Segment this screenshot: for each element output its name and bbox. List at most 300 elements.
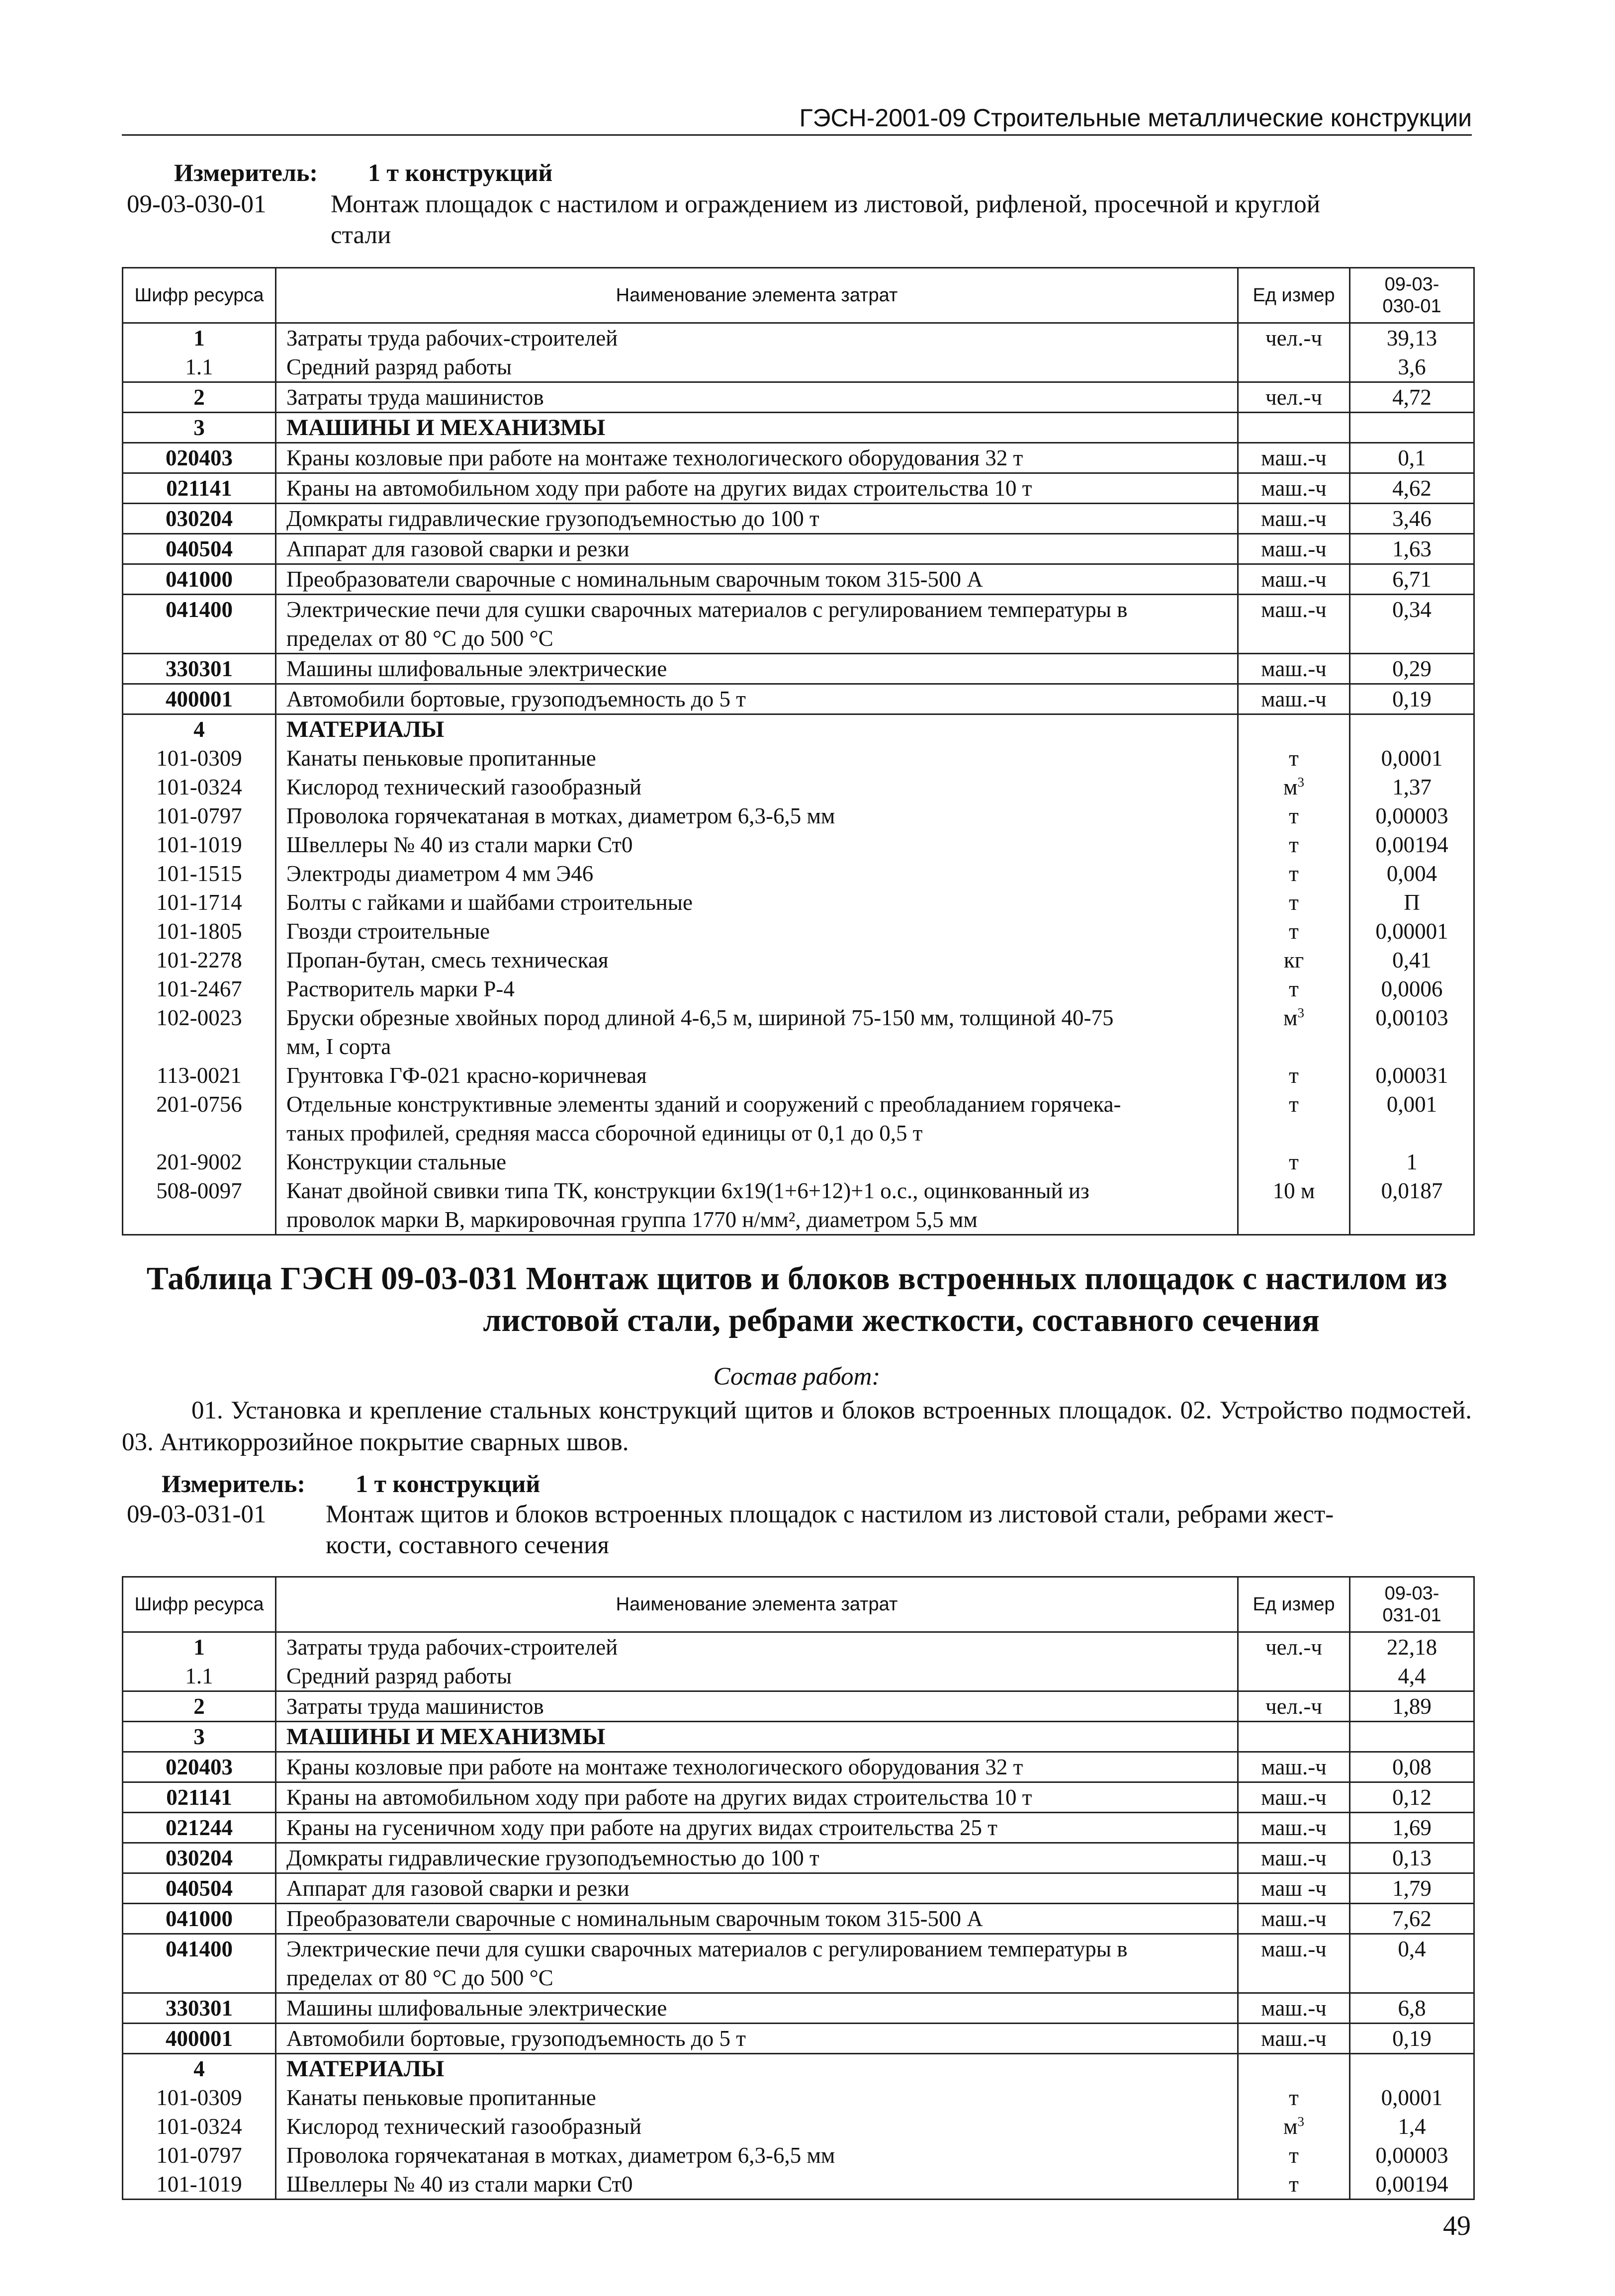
norm-title-line: Монтаж площадок с настилом и ограждением из листовой, рифленой, просечной и круглой — [331, 190, 1321, 218]
resource-name — [276, 946, 1238, 974]
resource-name — [276, 1782, 1238, 1813]
unit — [1238, 1176, 1350, 1235]
table-row — [123, 595, 1474, 654]
resource-name — [276, 564, 1238, 595]
unit — [1238, 1993, 1350, 2024]
unit — [1238, 2024, 1350, 2054]
unit-text: маш.-ч — [1261, 1996, 1327, 2021]
unit — [1238, 917, 1350, 946]
measure-line-2 — [162, 1469, 540, 1498]
norm-value — [1350, 714, 1474, 744]
table-row — [123, 353, 1474, 382]
norm-value: 0,0187 — [1350, 1176, 1474, 1235]
resource-name — [276, 1176, 1238, 1235]
table-row — [123, 744, 1474, 773]
unit-text: маш.-ч — [1261, 1815, 1327, 1840]
unit — [1238, 1813, 1350, 1843]
resource-name — [276, 1691, 1238, 1722]
resource-name-line: Отдельные конструктивные элементы зданий и сооружений с преобладанием горячека- — [286, 1092, 1121, 1117]
norm-title-line: Монтаж щитов и блоков встроенных площадок с настилом из листовой стали, ребрами жест- — [326, 1501, 1334, 1528]
resource-name — [276, 1090, 1238, 1148]
unit — [1238, 1782, 1350, 1813]
norm-value: 0,00003 — [1350, 2141, 1474, 2170]
resource-name-line: Краны на гусеничном ходу при работе на других видах строительства 25 т — [286, 1815, 997, 1840]
table-row — [123, 2024, 1474, 2054]
unit — [1238, 714, 1350, 744]
resource-name-line: Автомобили бортовые, грузоподъемность до 5 т — [286, 2026, 746, 2051]
norm-value: 0,41 — [1350, 946, 1474, 974]
resource-name-line: Болты с гайками и шайбами строительные — [286, 890, 693, 915]
norm-value: 0,34 — [1350, 595, 1474, 654]
resource-table-2 — [122, 1576, 1475, 2200]
unit-text: маш.-ч — [1261, 1937, 1327, 1961]
resource-name — [276, 1752, 1238, 1782]
resource-name — [276, 859, 1238, 888]
unit-text: кг — [1283, 948, 1304, 972]
resource-code: 330301 — [123, 654, 276, 684]
norm-value: 1,89 — [1350, 1691, 1474, 1722]
norm-value: 0,00001 — [1350, 917, 1474, 946]
resource-code: 113-0021 — [123, 1061, 276, 1090]
page-number: 49 — [1443, 2210, 1471, 2241]
table-row — [123, 917, 1474, 946]
resource-name — [276, 2024, 1238, 2054]
norm-value: 0,0006 — [1350, 974, 1474, 1003]
resource-code: 508-0097 — [123, 1176, 276, 1235]
unit — [1238, 1003, 1350, 1061]
unit-text: т — [1289, 861, 1299, 886]
resource-name-line: Домкраты гидравлические грузоподъемностью до 100 т — [286, 1846, 819, 1870]
resource-code: 3 — [123, 1722, 276, 1752]
resource-name — [276, 744, 1238, 773]
unit-text: чел.-ч — [1265, 1635, 1322, 1660]
resource-code: 101-1515 — [123, 859, 276, 888]
unit-text: чел.-ч — [1265, 326, 1322, 351]
unit-text: т — [1289, 976, 1299, 1001]
norm-value: 0,001 — [1350, 1090, 1474, 1148]
resource-name — [276, 1148, 1238, 1176]
resource-name-line: Грунтовка ГФ-021 красно-коричневая — [286, 1063, 647, 1088]
resource-name-line: Аппарат для газовой сварки и резки — [286, 536, 629, 561]
section-heading — [276, 1722, 1238, 1752]
unit-text: маш.-ч — [1261, 445, 1327, 470]
resource-code: 101-0797 — [123, 801, 276, 830]
resource-code: 040504 — [123, 534, 276, 564]
resource-code: 021141 — [123, 473, 276, 504]
resource-name-line: Электроды диаметром 4 мм Э46 — [286, 861, 594, 886]
resource-name — [276, 1934, 1238, 1993]
table-row — [123, 801, 1474, 830]
resource-name — [276, 830, 1238, 859]
resource-code: 101-1714 — [123, 888, 276, 917]
unit — [1238, 2083, 1350, 2112]
resource-name-line: Пропан-бутан, смесь техническая — [286, 948, 609, 972]
resource-name-line: Электрические печи для сушки сварочных материалов с регулированием температуры в — [286, 1937, 1128, 1961]
unit-exponent: 3 — [1297, 1005, 1304, 1020]
resource-name — [276, 323, 1238, 353]
unit-text: т — [1289, 2085, 1299, 2110]
resource-name — [276, 1873, 1238, 1904]
resource-name-line: Затраты труда машинистов — [286, 1694, 544, 1719]
resource-code: 030204 — [123, 504, 276, 534]
resource-name-line: Средний разряд работы — [286, 1664, 512, 1688]
resource-name — [276, 1813, 1238, 1843]
measure-label: Измеритель: — [174, 159, 318, 186]
resource-name-line: Краны козловые при работе на монтаже технологического оборудования 32 т — [286, 1755, 1023, 1779]
resource-name-line: Затраты труда машинистов — [286, 385, 544, 410]
resource-code: 201-0756 — [123, 1090, 276, 1148]
resource-name — [276, 1632, 1238, 1662]
unit-text: чел.-ч — [1265, 1694, 1322, 1719]
unit-text: маш -ч — [1261, 1876, 1327, 1901]
work-composition-label: Состав работ: — [713, 1363, 881, 1391]
resource-code: 2 — [123, 1691, 276, 1722]
resource-code: 400001 — [123, 684, 276, 714]
norm-value — [1350, 1722, 1474, 1752]
resource-name — [276, 1662, 1238, 1691]
resource-code: 4 — [123, 714, 276, 744]
section-heading — [276, 714, 1238, 744]
resource-name-line: Бруски обрезные хвойных пород длиной 4-6,5 м, шириной 75-150 мм, толщиной 40-75 — [286, 1005, 1114, 1030]
table-row — [123, 1090, 1474, 1148]
table-row — [123, 504, 1474, 534]
unit — [1238, 595, 1350, 654]
table-row — [123, 1176, 1474, 1235]
resource-code: 020403 — [123, 1752, 276, 1782]
table-row — [123, 2083, 1474, 2112]
measure-line-1 — [174, 158, 552, 187]
unit-text: маш.-ч — [1261, 536, 1327, 561]
norm-value — [1350, 413, 1474, 443]
unit — [1238, 773, 1350, 801]
norm-value — [1350, 2054, 1474, 2084]
unit — [1238, 534, 1350, 564]
resource-name-line: МАШИНЫ И МЕХАНИЗМЫ — [286, 1724, 606, 1750]
table-row — [123, 2054, 1474, 2084]
col-header-norm: 09-03- 031-01 — [1350, 1577, 1474, 1632]
resource-code: 040504 — [123, 1873, 276, 1904]
resource-name-line: Краны на автомобильном ходу при работе на других видах строительства 10 т — [286, 1785, 1032, 1810]
resource-name-line: Средний разряд работы — [286, 354, 512, 379]
resource-name-line: Домкраты гидравлические грузоподъемностью до 100 т — [286, 506, 819, 531]
unit — [1238, 888, 1350, 917]
norm-title-line: стали — [331, 221, 391, 249]
norm-value: П — [1350, 888, 1474, 917]
table-body — [123, 323, 1474, 1235]
norm-title-line: кости, составного сечения — [326, 1531, 609, 1559]
header-title: ГЭСН-2001-09 Строительные металлические конструкции — [799, 104, 1472, 132]
unit — [1238, 1090, 1350, 1148]
table-row — [123, 714, 1474, 744]
norm-value: 0,19 — [1350, 684, 1474, 714]
norm-value: 1,63 — [1350, 534, 1474, 564]
resource-code: 021244 — [123, 1813, 276, 1843]
unit-text: маш.-ч — [1261, 1846, 1327, 1870]
table-row — [123, 382, 1474, 413]
table-row — [123, 2112, 1474, 2141]
norm-value: 0,0001 — [1350, 744, 1474, 773]
norm-code: 09-03-031-01 — [127, 1501, 267, 1528]
resource-name — [276, 773, 1238, 801]
norm-value: 1 — [1350, 1148, 1474, 1176]
norm-value: 4,62 — [1350, 473, 1474, 504]
resource-name-line: пределах от 80 °С до 500 °С — [286, 1965, 553, 1990]
table-title — [122, 1258, 1472, 1341]
unit-text: м — [1283, 1005, 1298, 1030]
unit — [1238, 564, 1350, 595]
unit — [1238, 1148, 1350, 1176]
norm-value: 0,00194 — [1350, 2170, 1474, 2200]
resource-name-line: таных профилей, средняя масса сборочной единицы от 0,1 до 0,5 т — [286, 1121, 923, 1146]
unit — [1238, 323, 1350, 353]
norm-value: 0,00194 — [1350, 830, 1474, 859]
resource-name-line: Преобразователи сварочные с номинальным сварочным током 315-500 А — [286, 567, 983, 592]
resource-name-line: Затраты труда рабочих-строителей — [286, 326, 618, 351]
unit-text: маш.-ч — [1261, 476, 1327, 501]
resource-name-line: МАШИНЫ И МЕХАНИЗМЫ — [286, 415, 606, 441]
resource-name-line: Швеллеры № 40 из стали марки Ст0 — [286, 832, 633, 857]
unit — [1238, 1662, 1350, 1691]
resource-name — [276, 888, 1238, 917]
resource-name — [276, 1843, 1238, 1873]
resource-name-line: Канат двойной свивки типа ТК, конструкции 6х19(1+6+12)+1 о.с., оцинкованный из — [286, 1178, 1089, 1203]
norm-value: 0,12 — [1350, 1782, 1474, 1813]
resource-name-line: МАТЕРИАЛЫ — [286, 716, 445, 742]
unit-text: т — [1289, 2143, 1299, 2168]
col-header-code: Шифр ресурса — [123, 1577, 276, 1632]
unit — [1238, 1752, 1350, 1782]
unit-text: маш.-ч — [1261, 597, 1327, 622]
unit-text: чел.-ч — [1265, 385, 1322, 410]
table-row — [123, 1993, 1474, 2024]
resource-code: 101-2467 — [123, 974, 276, 1003]
unit-text: т — [1289, 890, 1299, 915]
table-row — [123, 773, 1474, 801]
col-header-unit: Ед измер — [1238, 268, 1350, 323]
resource-name-line: Гвозди строительные — [286, 919, 490, 944]
norm-heading-2 — [127, 1499, 1469, 1564]
resource-code: 101-0309 — [123, 2083, 276, 2112]
section-heading — [276, 413, 1238, 443]
resource-name — [276, 2170, 1238, 2200]
table-row — [123, 946, 1474, 974]
col-header-name: Наименование элемента затрат — [276, 268, 1238, 323]
unit — [1238, 473, 1350, 504]
unit-text: т — [1289, 1063, 1299, 1088]
resource-name-line: Канаты пеньковые пропитанные — [286, 2085, 596, 2110]
resource-code: 2 — [123, 382, 276, 413]
table-row — [123, 1934, 1474, 1993]
resource-name-line: Электрические печи для сушки сварочных материалов с регулированием температуры в — [286, 597, 1128, 622]
resource-name-line: Аппарат для газовой сварки и резки — [286, 1876, 629, 1901]
unit-text: т — [1289, 2172, 1299, 2197]
unit — [1238, 2112, 1350, 2141]
norm-value: 6,71 — [1350, 564, 1474, 595]
running-header — [122, 94, 1472, 136]
table-row — [123, 534, 1474, 564]
norm-value: 6,8 — [1350, 1993, 1474, 2024]
table-row — [123, 1904, 1474, 1934]
table-row — [123, 473, 1474, 504]
norm-value: 0,29 — [1350, 654, 1474, 684]
resource-name — [276, 595, 1238, 654]
norm-value: 1,79 — [1350, 1873, 1474, 1904]
unit-text: маш.-ч — [1261, 567, 1327, 592]
resource-name — [276, 2141, 1238, 2170]
resource-name-line: проволок марки В, маркировочная группа 1770 н/мм², диаметром 5,5 мм — [286, 1207, 978, 1232]
unit — [1238, 1843, 1350, 1873]
resource-name-line: Проволока горячекатаная в мотках, диаметром 6,3-6,5 мм — [286, 2143, 835, 2168]
resource-code: 041000 — [123, 564, 276, 595]
resource-code: 101-0324 — [123, 773, 276, 801]
norm-value: 1,4 — [1350, 2112, 1474, 2141]
unit — [1238, 2054, 1350, 2084]
resource-name — [276, 534, 1238, 564]
resource-code: 102-0023 — [123, 1003, 276, 1061]
resource-name — [276, 1003, 1238, 1061]
resource-name-line: Кислород технический газообразный — [286, 775, 642, 799]
measure-label: Измеритель: — [162, 1470, 306, 1498]
resource-table-1 — [122, 267, 1475, 1236]
unit — [1238, 830, 1350, 859]
work-composition-text: 01. Установка и крепление стальных конструкций щитов и блоков встроенных площадок. 02. Устройство подмостей. 03. Антикоррозийное покрытие сварных швов. — [122, 1397, 1472, 1456]
section-heading — [276, 2054, 1238, 2084]
resource-code: 101-0324 — [123, 2112, 276, 2141]
table-row — [123, 1752, 1474, 1782]
resource-name-line: Затраты труда рабочих-строителей — [286, 1635, 618, 1660]
unit — [1238, 1632, 1350, 1662]
unit — [1238, 413, 1350, 443]
unit — [1238, 1722, 1350, 1752]
resource-code: 021141 — [123, 1782, 276, 1813]
unit-text: маш.-ч — [1261, 2026, 1327, 2051]
resource-name — [276, 443, 1238, 473]
table-row — [123, 654, 1474, 684]
norm-value: 7,62 — [1350, 1904, 1474, 1934]
resource-code: 1 — [123, 1632, 276, 1662]
resource-name-line: пределах от 80 °С до 500 °С — [286, 626, 553, 651]
resource-name-line: Проволока горячекатаная в мотках, диаметром 6,3-6,5 мм — [286, 803, 835, 828]
resource-name-line: Растворитель марки Р-4 — [286, 976, 515, 1001]
unit — [1238, 1873, 1350, 1904]
table-row — [123, 1148, 1474, 1176]
unit — [1238, 801, 1350, 830]
unit-text: т — [1289, 832, 1299, 857]
unit — [1238, 504, 1350, 534]
table-row — [123, 1813, 1474, 1843]
resource-name — [276, 917, 1238, 946]
table-row — [123, 443, 1474, 473]
table-row — [123, 1691, 1474, 1722]
resource-name — [276, 684, 1238, 714]
table-title-line: листовой стали, ребрами жесткости, составного сечения — [483, 1302, 1320, 1338]
resource-code: 4 — [123, 2054, 276, 2084]
table-row — [123, 859, 1474, 888]
measure-value: 1 т конструкций — [368, 159, 553, 186]
resource-name-line: Конструкции стальные — [286, 1149, 507, 1174]
resource-code: 101-2278 — [123, 946, 276, 974]
resource-name — [276, 473, 1238, 504]
norm-value: 1,37 — [1350, 773, 1474, 801]
unit-text: т — [1289, 746, 1299, 771]
table-row — [123, 1782, 1474, 1813]
unit — [1238, 2170, 1350, 2200]
resource-code: 3 — [123, 413, 276, 443]
unit-text: маш.-ч — [1261, 1906, 1327, 1931]
norm-value: 0,00103 — [1350, 1003, 1474, 1061]
unit — [1238, 1934, 1350, 1993]
unit — [1238, 2141, 1350, 2170]
resource-name — [276, 382, 1238, 413]
unit-text: маш.-ч — [1261, 506, 1327, 531]
resource-name — [276, 974, 1238, 1003]
norm-value: 0,13 — [1350, 1843, 1474, 1873]
col-header-norm: 09-03- 030-01 — [1350, 268, 1474, 323]
resource-name — [276, 353, 1238, 382]
resource-name-line: Кислород технический газообразный — [286, 2114, 642, 2139]
table-row — [123, 1722, 1474, 1752]
norm-title — [326, 1499, 1469, 1561]
unit-text: м — [1283, 775, 1298, 799]
unit-text: маш.-ч — [1261, 687, 1327, 711]
norm-value: 0,00031 — [1350, 1061, 1474, 1090]
table-row — [123, 1632, 1474, 1662]
unit — [1238, 1061, 1350, 1090]
norm-value: 0,4 — [1350, 1934, 1474, 1993]
unit-text: т — [1289, 1149, 1299, 1174]
table-row — [123, 323, 1474, 353]
unit-text: маш.-ч — [1261, 656, 1327, 681]
resource-name-line: Машины шлифовальные электрические — [286, 1996, 667, 2021]
resource-code: 030204 — [123, 1843, 276, 1873]
table-row — [123, 1003, 1474, 1061]
col-header-code: Шифр ресурса — [123, 268, 276, 323]
resource-code: 041400 — [123, 595, 276, 654]
table-body — [123, 1632, 1474, 2200]
unit — [1238, 353, 1350, 382]
unit — [1238, 974, 1350, 1003]
table-row — [123, 2141, 1474, 2170]
resource-name-line: Преобразователи сварочные с номинальным сварочным током 315-500 А — [286, 1906, 983, 1931]
unit-exponent: 3 — [1297, 775, 1304, 790]
unit-text: маш.-ч — [1261, 1785, 1327, 1810]
norm-value: 0,19 — [1350, 2024, 1474, 2054]
resource-code: 1 — [123, 323, 276, 353]
unit — [1238, 744, 1350, 773]
table-row — [123, 830, 1474, 859]
table-row — [123, 1873, 1474, 1904]
resource-name-line: Автомобили бортовые, грузоподъемность до 5 т — [286, 687, 746, 711]
resource-name-line: МАТЕРИАЛЫ — [286, 2056, 445, 2082]
table-row — [123, 1662, 1474, 1691]
norm-value: 0,1 — [1350, 443, 1474, 473]
resource-name — [276, 2083, 1238, 2112]
norm-title — [331, 189, 1469, 251]
resource-code: 330301 — [123, 1993, 276, 2024]
table-row — [123, 974, 1474, 1003]
unit-text: т — [1289, 919, 1299, 944]
unit-text: 10 м — [1272, 1178, 1315, 1203]
norm-value: 4,72 — [1350, 382, 1474, 413]
unit — [1238, 382, 1350, 413]
resource-code: 041400 — [123, 1934, 276, 1993]
unit — [1238, 1691, 1350, 1722]
norm-value: 22,18 — [1350, 1632, 1474, 1662]
norm-value: 0,0001 — [1350, 2083, 1474, 2112]
unit-text: т — [1289, 1092, 1299, 1117]
norm-value: 0,08 — [1350, 1752, 1474, 1782]
resource-name-line: Краны на автомобильном ходу при работе на других видах строительства 10 т — [286, 476, 1032, 501]
